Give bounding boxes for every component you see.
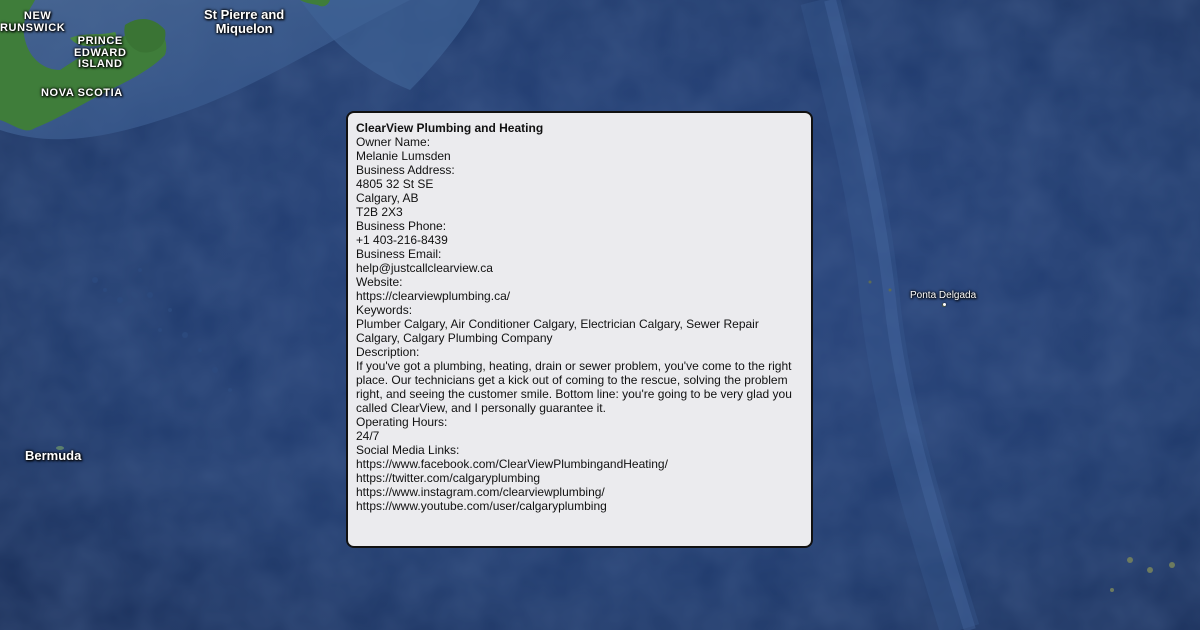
social-link-youtube: https://www.youtube.com/user/calgaryplumbing <box>356 499 607 513</box>
business-name: ClearView Plumbing and Heating <box>356 121 544 135</box>
social-link-twitter: https://twitter.com/calgaryplumbing <box>356 471 541 485</box>
website-label: Website: <box>356 275 403 289</box>
email-label: Business Email: <box>356 247 442 261</box>
business-info-card <box>346 111 813 548</box>
phone-label: Business Phone: <box>356 219 447 233</box>
owner-name: Melanie Lumsden <box>356 149 451 163</box>
map-label-ponta-delgada: Ponta Delgada <box>910 290 977 301</box>
social-link-instagram: https://www.instagram.com/clearviewplumbing/ <box>356 485 605 499</box>
map-label-bermuda: Bermuda <box>25 448 82 463</box>
address-line-1: 4805 32 St SE <box>356 177 434 191</box>
description-value: If you've got a plumbing, heating, drain or sewer problem, you've come to the right place. Our technicians get a kick out of coming to the rescue, solving the problem right, and seeing the customer smile. Bottom line: you're going to be very glad you called ClearView, and I personally guarantee it. <box>356 359 792 415</box>
map-label-st-pierre-miquelon: St Pierre and Miquelon <box>204 7 285 36</box>
phone-value: +1 403-216-8439 <box>356 233 448 247</box>
description-label: Description: <box>356 345 420 359</box>
owner-label: Owner Name: <box>356 135 431 149</box>
hours-value: 24/7 <box>356 429 380 443</box>
keywords-label: Keywords: <box>356 303 413 317</box>
social-link-facebook: https://www.facebook.com/ClearViewPlumbingandHeating/ <box>356 457 668 471</box>
address-line-3: T2B 2X3 <box>356 205 403 219</box>
map-label-prince-edward-island: PRINCE EDWARD ISLAND <box>74 35 127 71</box>
map-label-nova-scotia: NOVA SCOTIA <box>41 87 123 99</box>
address-label: Business Address: <box>356 163 455 177</box>
website-value: https://clearviewplumbing.ca/ <box>356 289 511 303</box>
hours-label: Operating Hours: <box>356 415 448 429</box>
social-label: Social Media Links: <box>356 443 460 457</box>
address-line-2: Calgary, AB <box>356 191 419 205</box>
ponta-delgada-marker[interactable] <box>943 303 946 306</box>
map-label-new-brunswick: NEW RUNSWICK <box>0 10 66 34</box>
email-value: help@justcallclearview.ca <box>356 261 493 275</box>
keywords-value: Plumber Calgary, Air Conditioner Calgary, Electrician Calgary, Sewer Repair Calgary, Calgary Plumbing Company <box>356 317 759 345</box>
